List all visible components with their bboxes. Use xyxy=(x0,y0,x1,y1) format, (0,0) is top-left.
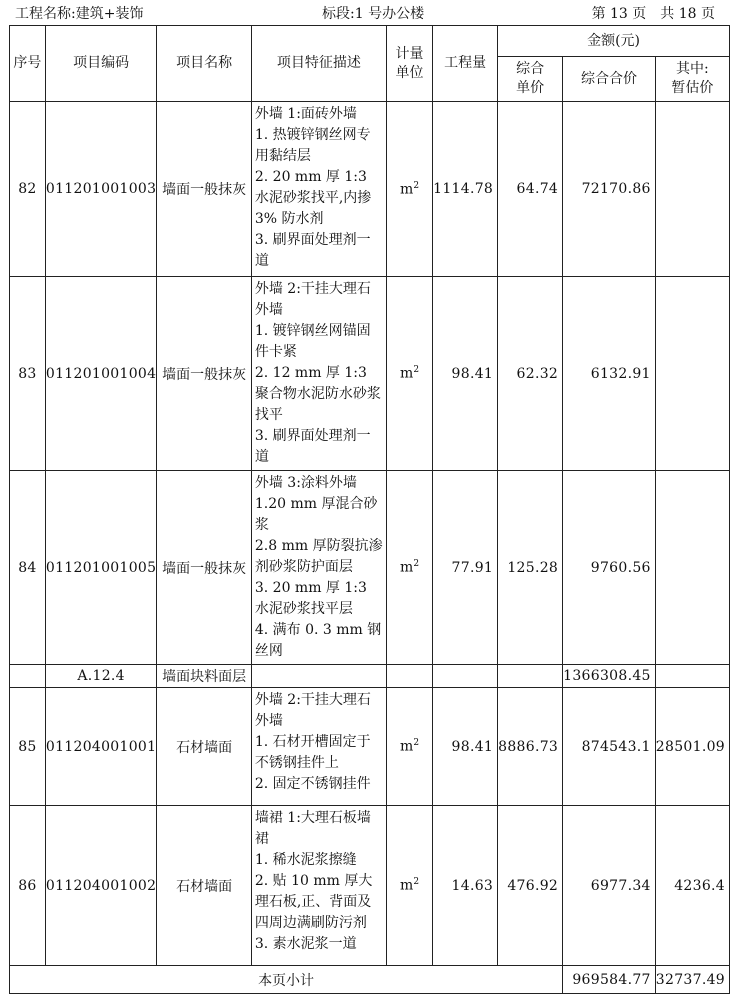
page-number: 第 13 页 共 18 页 xyxy=(591,6,715,22)
desc-line: 1. 石材开槽固定于不锈钢挂件上 xyxy=(254,734,371,771)
bill-table xyxy=(9,25,730,994)
row-code: 011201001005 xyxy=(45,471,157,665)
desc-line: 墙裙 1:大理石板墙裙 xyxy=(254,810,371,847)
desc-line: 外墙 3:涂料外墙 xyxy=(254,475,357,491)
row-desc xyxy=(251,471,386,665)
subtotal-provisional: 32737.49 xyxy=(655,966,729,994)
row-desc xyxy=(251,277,386,471)
row-seq: 84 xyxy=(10,471,46,665)
row-total: 6977.34 xyxy=(563,806,656,966)
row-seq: 83 xyxy=(10,277,46,471)
table-row xyxy=(10,806,730,966)
table-row xyxy=(10,688,730,806)
table-row xyxy=(10,277,730,471)
desc-line: 2.8 mm 厚防裂抗渗剂砂浆防护面层 xyxy=(254,538,383,575)
row-total: 9760.56 xyxy=(563,471,656,665)
col-desc: 项目特征描述 xyxy=(251,26,386,102)
row-name: 墙面一般抹灰 xyxy=(157,102,252,277)
subheading-name: 墙面块料面层 xyxy=(157,665,252,688)
row-name: 墙面一般抹灰 xyxy=(157,277,252,471)
desc-line: 3. 素水泥浆一道 xyxy=(254,936,357,952)
row-provisional: 4236.4 xyxy=(655,806,729,966)
col-unit-price: 综合 单价 xyxy=(498,57,563,102)
desc-line: 外墙 2:干挂大理石外墙 xyxy=(254,281,371,318)
col-total: 综合合价 xyxy=(563,57,656,102)
col-qty: 工程量 xyxy=(433,26,498,102)
row-qty: 98.41 xyxy=(433,277,498,471)
section-name: 标段:1 号办公楼 xyxy=(322,6,425,22)
col-code: 项目编码 xyxy=(45,26,157,102)
col-name: 项目名称 xyxy=(157,26,252,102)
row-name: 墙面一般抹灰 xyxy=(157,471,252,665)
row-provisional xyxy=(655,471,729,665)
row-code: 011201001004 xyxy=(45,277,157,471)
row-unit: $m^2$ xyxy=(386,471,432,665)
table-row xyxy=(10,102,730,277)
row-desc xyxy=(251,806,386,966)
desc-line: 1. 稀水泥浆擦缝 xyxy=(254,852,357,868)
page-header xyxy=(0,0,730,25)
row-unit: $m^2$ xyxy=(386,102,432,277)
subtotal-label: 本页小计 xyxy=(10,966,563,994)
desc-line: 2. 固定不锈钢挂件 xyxy=(254,776,371,792)
col-provisional: 其中: 暂估价 xyxy=(655,57,729,102)
desc-line: 3. 刷界面处理剂一道 xyxy=(254,428,371,465)
row-provisional xyxy=(655,102,729,277)
row-qty: 14.63 xyxy=(433,806,498,966)
subtotal-row xyxy=(10,966,730,994)
row-qty: 98.41 xyxy=(433,688,498,806)
subheading-code: A.12.4 xyxy=(45,665,157,688)
row-unit-price: 64.74 xyxy=(498,102,563,277)
row-code: 011204001001 xyxy=(45,688,157,806)
col-seq: 序号 xyxy=(10,26,46,102)
row-name: 石材墙面 xyxy=(157,688,252,806)
row-seq: 85 xyxy=(10,688,46,806)
row-unit: $m^2$ xyxy=(386,688,432,806)
desc-line: 外墙 1:面砖外墙 xyxy=(254,106,357,122)
row-unit: $m^2$ xyxy=(386,277,432,471)
row-seq: 86 xyxy=(10,806,46,966)
row-unit-price: 476.92 xyxy=(498,806,563,966)
row-unit-price: 62.32 xyxy=(498,277,563,471)
row-unit-price: 8886.73 xyxy=(498,688,563,806)
row-desc xyxy=(251,102,386,277)
row-provisional xyxy=(655,277,729,471)
table-row xyxy=(10,471,730,665)
desc-line: 1. 热镀锌钢丝网专用黏结层 xyxy=(254,127,371,164)
desc-line: 2. 20 mm 厚 1:3 水泥砂浆找平,内掺 3% 防水剂 xyxy=(254,169,372,227)
row-code: 011201001003 xyxy=(45,102,157,277)
desc-line: 外墙 2:干挂大理石外墙 xyxy=(254,692,371,729)
row-desc xyxy=(251,688,386,806)
row-total: 874543.1 xyxy=(563,688,656,806)
desc-line: 4. 满布 0. 3 mm 钢丝网 xyxy=(254,622,382,659)
row-provisional: 28501.09 xyxy=(655,688,729,806)
header-row-1 xyxy=(10,26,730,57)
desc-line: 3. 20 mm 厚 1:3 水泥砂浆找平层 xyxy=(254,580,367,617)
row-qty: 1114.78 xyxy=(433,102,498,277)
subtotal-total: 969584.77 xyxy=(563,966,656,994)
subheading-total: 1366308.45 xyxy=(563,665,656,688)
row-total: 72170.86 xyxy=(563,102,656,277)
desc-line: 2. 12 mm 厚 1:3 聚合物水泥防水砂浆找平 xyxy=(254,365,381,423)
row-unit: $m^2$ xyxy=(386,806,432,966)
desc-line: 3. 刷界面处理剂一道 xyxy=(254,232,371,269)
desc-line: 2. 贴 10 mm 厚大理石板,正、背面及四周边满刷防污剂 xyxy=(254,873,373,931)
project-name: 工程名称:建筑+装饰 xyxy=(15,6,144,22)
row-code: 011204001002 xyxy=(45,806,157,966)
col-amount: 金额(元) xyxy=(498,26,730,57)
desc-line: 1.20 mm 厚混合砂浆 xyxy=(254,496,378,533)
row-qty: 77.91 xyxy=(433,471,498,665)
row-seq: 82 xyxy=(10,102,46,277)
col-unit: 计量 单位 xyxy=(386,26,432,102)
row-unit-price: 125.28 xyxy=(498,471,563,665)
row-total: 6132.91 xyxy=(563,277,656,471)
subheading-row xyxy=(10,665,730,688)
desc-line: 1. 镀锌钢丝网锚固件卡紧 xyxy=(254,323,371,360)
row-name: 石材墙面 xyxy=(157,806,252,966)
